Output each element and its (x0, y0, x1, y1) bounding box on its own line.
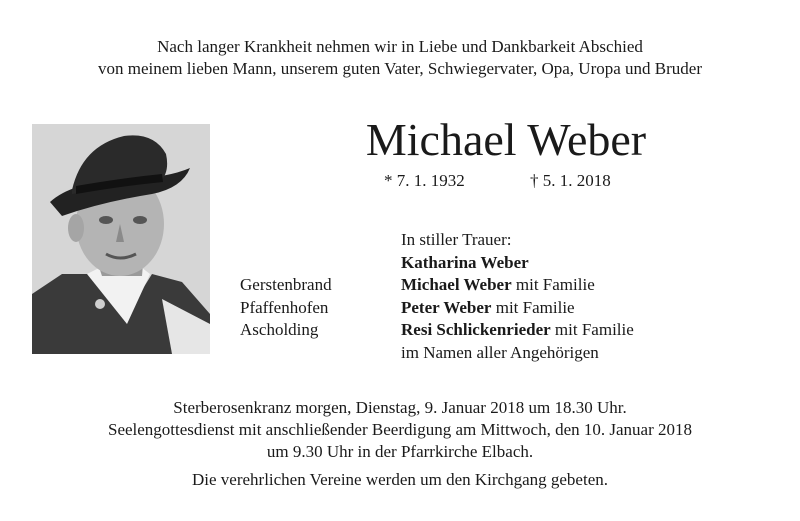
mourning-closing: im Namen aller Angehörigen (401, 342, 599, 362)
mourner-suffix: mit Familie (511, 275, 595, 295)
mourner-line (401, 319, 634, 342)
mourner-name: Michael Weber (401, 275, 512, 295)
place-2: Pfaffenhofen (240, 297, 329, 317)
place-1: Gerstenbrand (240, 275, 332, 294)
portrait-photo (32, 124, 210, 354)
mourner-name: Katharina Weber (401, 252, 529, 272)
mourners-list (401, 229, 634, 365)
mourner-suffix: mit Familie (550, 320, 634, 340)
mourner-line (401, 297, 634, 320)
service-info (0, 397, 800, 491)
intro-line-2: von meinem lieben Mann, unserem guten Vater, Schwiegervater, Opa, Uropa und Bruder (97, 59, 702, 78)
portrait-illustration (32, 124, 210, 354)
place-3: Ascholding (240, 320, 319, 340)
mourning-intro: In stiller Trauer: (401, 230, 512, 249)
mourner-name: Peter Weber (401, 297, 492, 317)
footer-line-1: Sterberosenkranz morgen, Dienstag, 9. Januar 2018 um 18.30 Uhr. (173, 398, 627, 417)
footer-line-2: Seelengottesdienst mit anschließender Beerdigung am Mittwoch, den 10. Januar 2018 (107, 420, 692, 439)
mourner-name: Resi Schlickenrieder (401, 320, 551, 340)
deceased-name: Michael Weber (365, 114, 647, 165)
footer-line-4: Die verehrlichen Vereine werden um den Kirchgang gebeten. (191, 470, 608, 489)
footer-line-3: um 9.30 Uhr in der Pfarrkirche Elbach. (266, 442, 534, 461)
mourner-line (401, 252, 634, 275)
mourner-line (401, 274, 634, 297)
places-column (240, 274, 332, 342)
birth-date: * 7. 1. 1932 (384, 171, 465, 190)
death-date: † 5. 1. 2018 (530, 171, 611, 190)
intro-line-1: Nach langer Krankheit nehmen wir in Liebe und Dankbarkeit Abschied (157, 37, 643, 56)
intro-text (0, 36, 800, 80)
mourner-suffix: mit Familie (491, 297, 575, 317)
